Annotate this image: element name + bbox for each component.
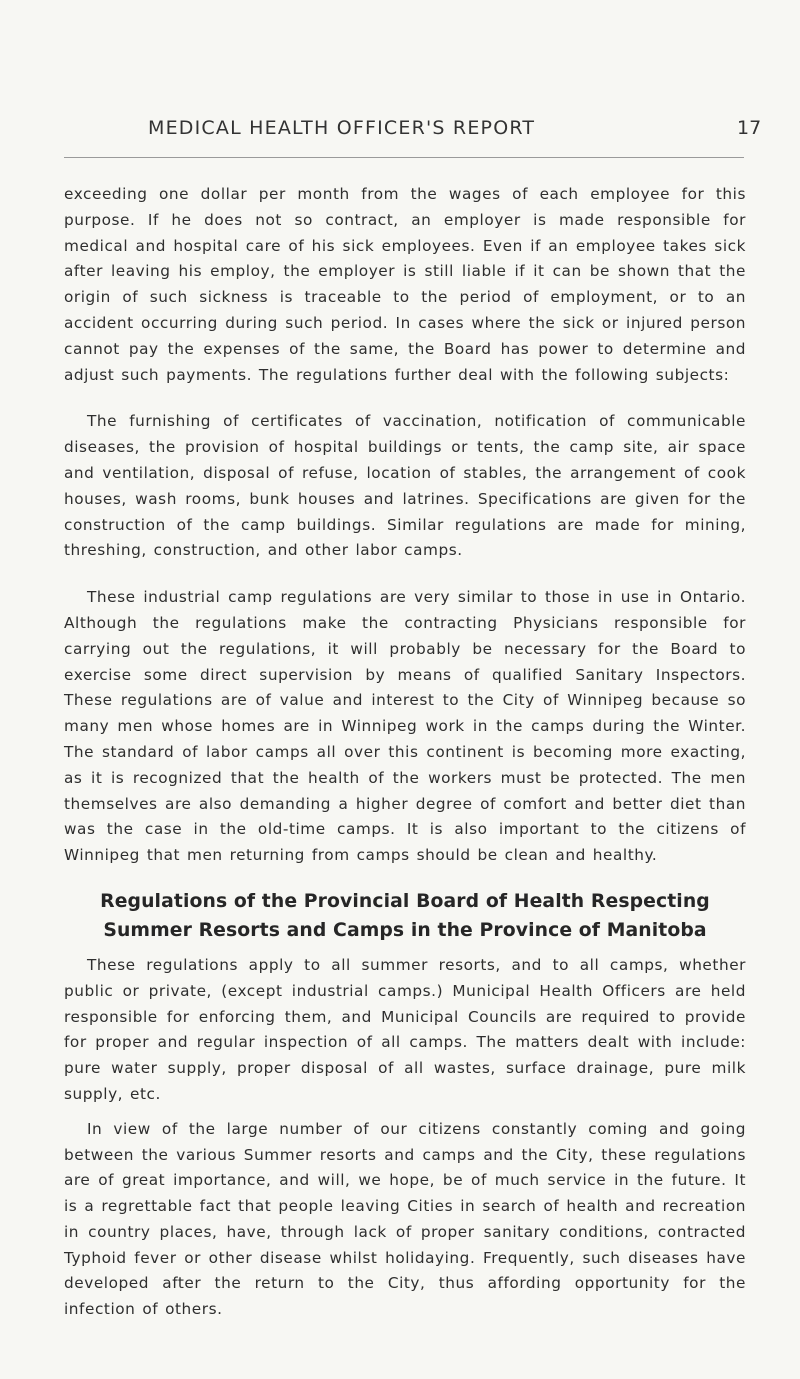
body-text <box>64 182 746 1323</box>
paragraph-industrial-camps: These industrial camp regulations are very similar to those in use in Ontario. Although the regulations make the contracting Physicians responsible for carrying out the regulations, it will probably be necessary for the Board to exercise some direct supervision by means of qualified Sanitary Inspectors. These regulations are of value and interest to the City of Winnipeg because so many men whose homes are in Winnipeg work in the camps during the Winter. The standard of labor camps all over this continent is becoming more exacting, as it is recognized that the health of the workers must be protected. The men themselves are also demanding a higher degree of comfort and better diet than was the case in the old-time camps. It is also important to the citizens of Winnipeg that men returning from camps should be clean and healthy. <box>64 588 746 865</box>
paragraph-summer-resorts: These regulations apply to all summer resorts, and to all camps, whether public or private, (except industrial camps.) Municipal Health Officers are held responsible for enforcing them, and Municipal Councils are required to provide for proper and regular inspection of all camps. The matters dealt with include: pure water supply, proper disposal of all wastes, surface drainage, pure milk supply, etc. <box>64 955 746 1103</box>
paragraph-camp-subjects: The furnishing of certificates of vaccination, notification of communicable diseases, the provision of hospital buildings or tents, the camp site, air space and ventilation, disposal of refuse, location of stables, the arrangement of cook houses, wash rooms, bunk houses and latrines. Specifications are given for the construction of the camp buildings. Similar regulations are made for mining, threshing, construction, and other labor camps. <box>64 412 746 560</box>
paragraph-citizens-travel: In view of the large number of our citizens constantly coming and going between the various Summer resorts and camps and the City, these regulations are of great importance, and will, we hope, be of much service in the future. It is a regrettable fact that people leaving Cities in search of health and recreation in country places, have, through lack of proper sanitary conditions, contracted Typhoid fever or other disease whilst holidaying. Frequently, such diseases have developed after the return to the City, thus affording opportunity for the infection of others. <box>64 1119 746 1319</box>
paragraph-contract-terms: exceeding one dollar per month from the wages of each employee for this purpose. If he does not so contract, an employer is made responsible for medical and hospital care of his sick employees. Even if an employee takes sick after leaving his employ, the employer is still liable if it can be shown that the origin of such sickness is traceable to the period of employment, or to an accident occurring during such period. In cases where the sick or injured person cannot pay the expenses of the same, the Board has power to determine and adjust such payments. The regulations further deal with the following subjects: <box>64 185 746 384</box>
running-title: MEDICAL HEALTH OFFICER'S REPORT <box>148 117 536 139</box>
section-heading: Regulations of the Provincial Board of Health Respecting Summer Resorts and Camps in the Province of Manitoba <box>100 890 710 941</box>
header-rule <box>64 157 744 158</box>
page-number: 17 <box>737 117 762 139</box>
